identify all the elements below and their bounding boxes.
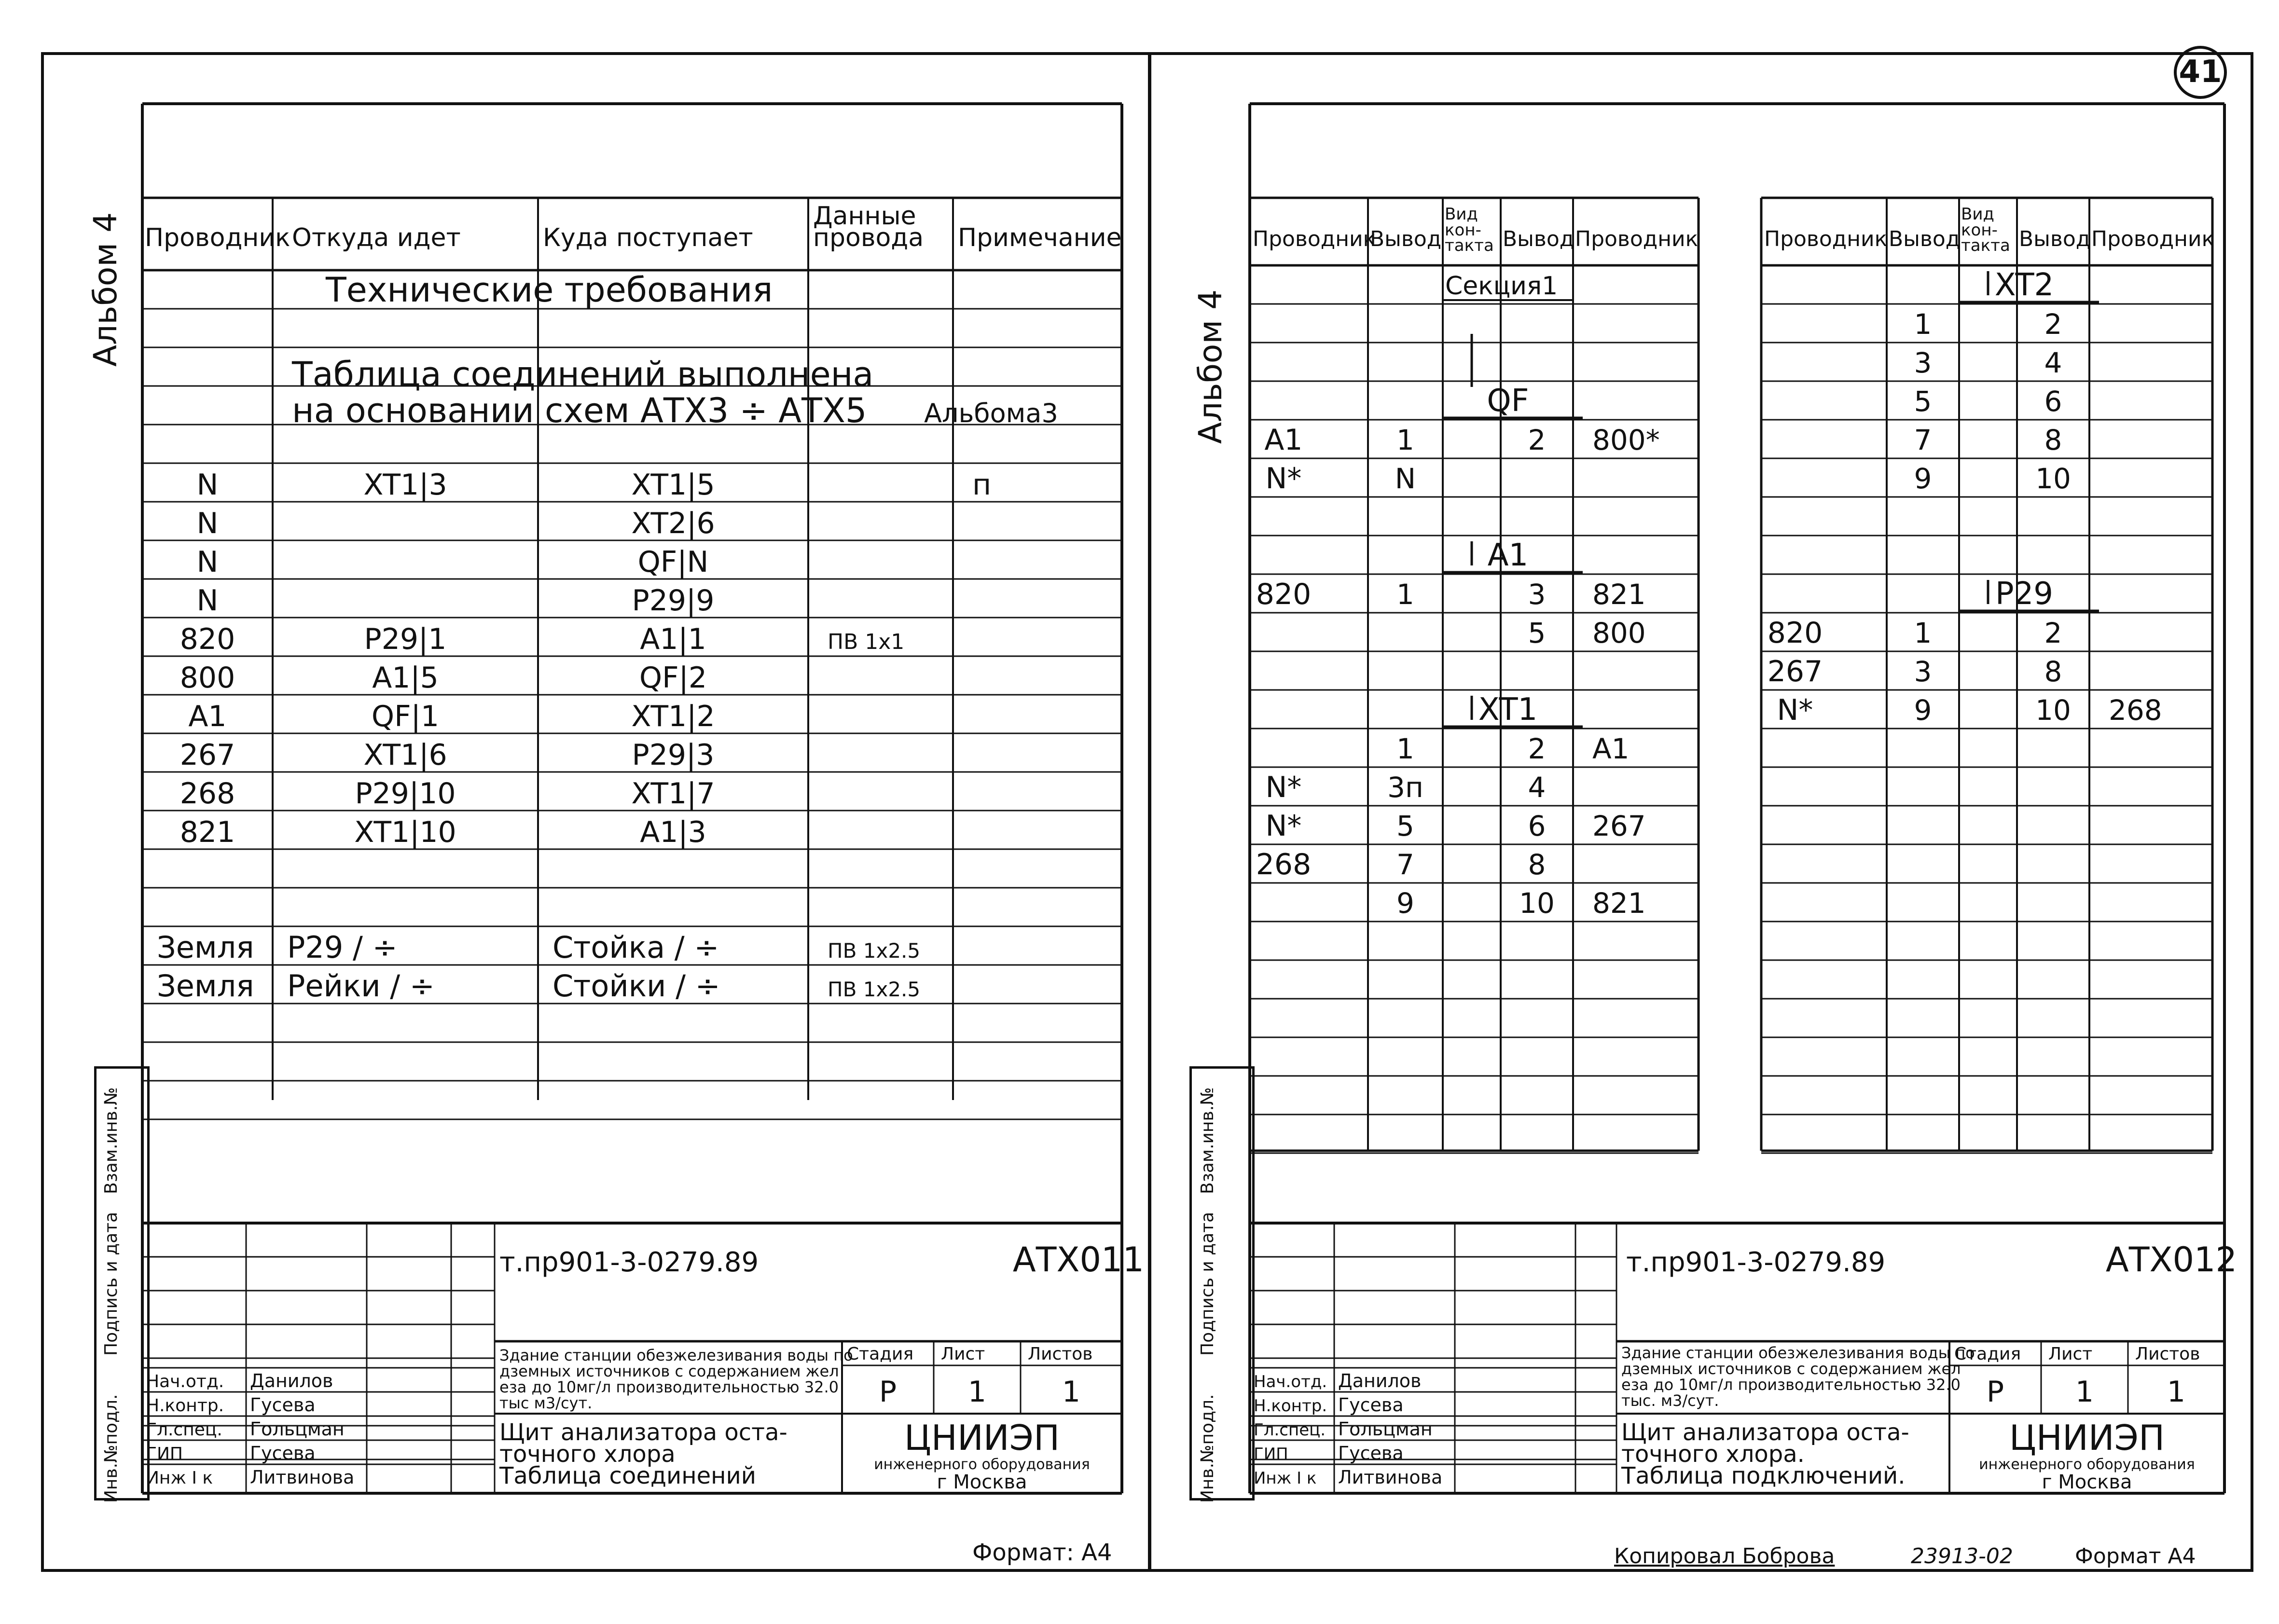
ground-conductor: Земля: [157, 968, 254, 1004]
requirements-title: Технические требования: [326, 270, 773, 310]
stamp-title-3: Таблица соединений: [499, 1462, 756, 1489]
stamp-sheet: 1: [967, 1375, 987, 1409]
stamp-sheet-label: Лист: [2048, 1344, 2093, 1364]
stamp-sheets-label: Листов: [2135, 1344, 2200, 1364]
stamp-stage-label: Стадия: [847, 1344, 914, 1364]
right-table-row-pin-2: 6: [2044, 385, 2062, 418]
right-table-header-conductor: Проводник: [1764, 227, 1888, 251]
right-side-strip: [1189, 1066, 1255, 1503]
row-from: QF|1: [371, 700, 440, 733]
left-table-row-conductor: 268: [1256, 848, 1312, 881]
header-wire-data-2: провода: [813, 223, 924, 252]
row-wire-data: ПВ 1x1: [828, 630, 905, 654]
right-table-header-contact-1: Вид: [1961, 205, 1994, 224]
row-to: XT1|2: [631, 700, 715, 733]
right-table-row-pin: 7: [1914, 424, 1932, 456]
stamp-role: Инж I к: [1254, 1469, 1317, 1488]
right-side-label-sign: Подпись и дата: [1198, 1211, 1217, 1356]
row-from: P29|10: [355, 777, 456, 811]
left-table-header-pin-2: Вывод: [1503, 227, 1575, 251]
row-conductor: N: [196, 545, 219, 579]
stamp-building-3: еза до 10мг/л производительностью 32.0: [499, 1378, 839, 1396]
stamp-role: Нач.отд.: [146, 1372, 224, 1391]
left-table-row-pin: 1: [1396, 578, 1414, 611]
right-drawing-area: [1250, 104, 2238, 1551]
left-table-row-pin-2: 5: [1528, 617, 1546, 649]
right-side-label-inv: Инв.№подл.: [1198, 1394, 1217, 1503]
row-from: XT1|3: [363, 468, 447, 502]
right-table-header-contact-2: кон-: [1961, 220, 1998, 240]
left-table-row-pin: 5: [1396, 810, 1414, 842]
left-table-row-conductor-2: 821: [1592, 578, 1646, 611]
row-from: XT1|10: [354, 815, 456, 849]
row-from: XT1|6: [363, 738, 447, 772]
right-table-row-pin: 3: [1914, 346, 1932, 379]
stamp-title-2: точного хлора: [499, 1441, 676, 1468]
row-to: P29|3: [632, 738, 715, 772]
row-to: XT2|6: [631, 507, 715, 540]
right-table-row-pin-2: 4: [2044, 346, 2062, 379]
left-table-row-pin-2: 3: [1528, 578, 1546, 611]
right-table-row-conductor: N*: [1777, 693, 1813, 727]
stamp-org-sub: инженерного оборудования: [1979, 1456, 2195, 1473]
left-table-group-title: A1: [1487, 537, 1529, 573]
left-table-row-pin: 1: [1396, 424, 1414, 456]
stamp-sheets-label: Листов: [1028, 1344, 1093, 1364]
right-table-header-contact-3: такта: [1961, 236, 2010, 255]
stamp-role: Инж I к: [146, 1468, 213, 1488]
stamp-stage-label: Стадия: [1954, 1344, 2021, 1364]
right-table-row-pin-2: 8: [2044, 424, 2062, 456]
left-table-group-title: QF: [1487, 383, 1529, 419]
right-table-group-title: P29: [1995, 576, 2054, 612]
left-side-label-inv: Инв.№подл.: [101, 1394, 121, 1503]
order-number: 23913-02: [1911, 1544, 2013, 1569]
row-to: P29|9: [632, 584, 715, 618]
stamp-person: Гусева: [1338, 1394, 1404, 1416]
left-format-label: Формат: А4: [972, 1539, 1112, 1566]
left-table-row-conductor: N*: [1265, 809, 1302, 843]
left-table-row-pin-2: 2: [1528, 732, 1546, 765]
right-format-label: Формат А4: [2075, 1544, 2196, 1569]
row-to: QF|2: [639, 661, 707, 695]
left-table-row-conductor-2: 267: [1592, 810, 1646, 842]
stamp-person: Гусева: [250, 1443, 316, 1464]
left-table-row-conductor-2: 800*: [1592, 424, 1660, 456]
stamp-title-1: Щит анализатора оста-: [499, 1419, 787, 1446]
stamp-org-city: г Москва: [2042, 1471, 2132, 1493]
stamp-designation: т.пр901-3-0279.89: [1626, 1247, 1886, 1278]
stamp-person: Гусева: [1338, 1443, 1404, 1464]
header-from: Откуда идет: [292, 223, 461, 252]
left-side-label-replace: Взам.инв.№: [101, 1087, 121, 1194]
right-table-row-pin-2: 2: [2044, 308, 2062, 341]
right-table-header-pin-2: Вывод: [2019, 227, 2091, 251]
left-table-row-conductor: N*: [1265, 771, 1302, 804]
stamp-person: Данилов: [250, 1370, 333, 1391]
ground-from: P29 / ÷: [287, 930, 398, 965]
stamp-title-1: Щит анализатора оста-: [1621, 1419, 1909, 1446]
row-to: XT1|5: [631, 468, 715, 502]
left-table-header-conductor: Проводник: [1253, 227, 1376, 251]
left-table-header-conductor-2: Проводник: [1575, 227, 1699, 251]
stamp-title-3: Таблица подключений.: [1621, 1462, 1906, 1489]
row-conductor: 821: [180, 815, 235, 849]
stamp-designation: т.пр901-3-0279.89: [499, 1247, 759, 1278]
right-table-row-pin: 1: [1914, 617, 1932, 649]
stamp-code: АТХ011: [1012, 1240, 1145, 1280]
left-table-group-title: XT1: [1478, 692, 1538, 728]
left-table-row-pin: N: [1395, 462, 1416, 495]
right-table-row-pin: 5: [1914, 385, 1932, 418]
row-from: P29|1: [364, 622, 447, 656]
stamp-person: Данилов: [1338, 1370, 1422, 1391]
left-table-header-pin: Вывод: [1370, 227, 1442, 251]
stamp-title-2: точного хлора.: [1621, 1441, 1805, 1468]
stamp-building-3: еза до 10мг/л производительностью 32.0: [1621, 1376, 1961, 1394]
stamp-org-name: ЦНИИЭП: [904, 1418, 1060, 1458]
row-from: A1|5: [372, 661, 439, 695]
stamp-building-4: тыс. м3/сут.: [1621, 1391, 1719, 1410]
stamp-sheets: 1: [1062, 1375, 1081, 1409]
left-album-label: Альбом 4: [87, 212, 124, 367]
left-drawing-area: [142, 104, 1145, 1551]
stamp-building-2: дземных источников с содержанием жел: [499, 1362, 839, 1380]
stamp-building-1: Здание станции обезжелезивания воды по: [1621, 1344, 1975, 1362]
row-conductor: 820: [180, 622, 235, 656]
ground-to: Стойка / ÷: [552, 930, 719, 965]
stamp-building-2: дземных источников с содержанием жел: [1621, 1360, 1961, 1378]
stamp-role: Гл.спец.: [1254, 1420, 1326, 1440]
header-note: Примечание: [958, 223, 1122, 252]
right-table-row-conductor: 267: [1767, 655, 1823, 688]
stamp-sheets: 1: [2167, 1375, 2186, 1409]
right-table-row-pin: 9: [1914, 694, 1932, 727]
row-conductor: 268: [180, 777, 235, 811]
copied-by: Копировал Боброва: [1614, 1544, 1835, 1569]
left-table-section-title: Секция1: [1445, 272, 1558, 301]
left-table-row-conductor: N*: [1265, 462, 1302, 495]
ground-wire-data: ПВ 1x2.5: [828, 977, 921, 1001]
left-table-row-pin: 1: [1396, 732, 1414, 765]
row-to: QF|N: [637, 545, 709, 579]
row-to: A1|1: [640, 622, 706, 656]
stamp-code: АТХ012: [2105, 1240, 2238, 1280]
left-table-row-pin: 9: [1396, 887, 1414, 920]
stamp-role: Гл.спец.: [146, 1420, 222, 1440]
left-table-row-pin-2: 4: [1528, 771, 1546, 804]
stamp-org-city: г Москва: [937, 1471, 1027, 1493]
stamp-person: Литвинова: [250, 1467, 355, 1488]
stamp-role: ГИП: [1254, 1445, 1288, 1464]
stamp-building-4: тыс м3/сут.: [499, 1394, 593, 1412]
right-connection-table: [1250, 104, 2238, 1551]
left-table-row-pin: 3п: [1387, 771, 1423, 804]
right-table-row-pin: 1: [1914, 308, 1932, 341]
sheet-number: 41: [2174, 46, 2227, 99]
left-table-row-pin: 7: [1396, 848, 1414, 881]
right-table-row-pin: 3: [1914, 655, 1932, 688]
right-table-row-conductor-2: 268: [2109, 694, 2162, 727]
right-table-row-pin-2: 2: [2044, 617, 2062, 649]
stamp-sheet-label: Лист: [941, 1344, 985, 1364]
stamp-stage: Р: [1986, 1375, 2004, 1409]
left-side-label-sign: Подпись и дата: [101, 1211, 121, 1356]
header-to: Куда поступает: [543, 223, 753, 252]
right-table-row-pin: 9: [1914, 462, 1932, 495]
stamp-org-sub: инженерного оборудования: [874, 1456, 1090, 1473]
left-side-strip: [94, 1066, 150, 1503]
stamp-stage: Р: [879, 1375, 897, 1409]
row-conductor: N: [196, 507, 219, 540]
right-table-header-conductor-2: Проводник: [2091, 227, 2215, 251]
right-table-row-pin-2: 10: [2035, 694, 2071, 727]
left-table-header-contact-1: Вид: [1445, 205, 1478, 224]
stamp-org-name: ЦНИИЭП: [2009, 1418, 2165, 1458]
row-to: XT1|7: [631, 777, 715, 811]
basis-album: Альбома3: [924, 398, 1058, 428]
left-table-row-conductor-2: 800: [1592, 617, 1646, 649]
left-table-header-contact-3: такта: [1445, 236, 1494, 255]
stamp-building-1: Здание станции обезжелезивания воды по: [499, 1346, 853, 1364]
stamp-role: ГИП: [146, 1444, 183, 1464]
left-table-row-pin-2: 10: [1519, 887, 1555, 920]
left-table-row-conductor: 820: [1256, 578, 1312, 611]
left-table-row-pin-2: 6: [1528, 810, 1546, 842]
right-table-row-pin-2: 8: [2044, 655, 2062, 688]
stamp-person: Гольцман: [1338, 1418, 1433, 1440]
row-conductor: A1: [188, 700, 227, 733]
stamp-person: Литвинова: [1338, 1467, 1443, 1488]
left-table-row-pin-2: 2: [1528, 424, 1546, 456]
basis-line1: Таблица соединений выполнена: [292, 355, 874, 394]
row-to: A1|3: [640, 815, 706, 849]
ground-wire-data: ПВ 1x2.5: [828, 939, 921, 963]
row-conductor: 267: [180, 738, 235, 772]
row-conductor: 800: [180, 661, 235, 695]
left-table-row-pin-2: 8: [1528, 848, 1546, 881]
header-wire-data: Данные: [813, 202, 916, 231]
row-note: п: [972, 468, 992, 502]
right-table-row-pin-2: 10: [2035, 462, 2071, 495]
left-table-header-contact-2: кон-: [1445, 220, 1481, 240]
stamp-role: Н.контр.: [146, 1396, 224, 1416]
left-connection-table: [142, 104, 1145, 1551]
stamp-role: Н.контр.: [1254, 1396, 1327, 1416]
stamp-sheet: 1: [2075, 1375, 2094, 1409]
right-table-row-conductor: 820: [1767, 616, 1823, 650]
row-conductor: N: [196, 468, 219, 502]
right-table-header-pin: Вывод: [1889, 227, 1961, 251]
ground-conductor: Земля: [157, 930, 254, 965]
stamp-person: Гольцман: [250, 1418, 345, 1440]
row-conductor: N: [196, 584, 219, 618]
header-conductor: Проводник: [145, 223, 290, 252]
stamp-person: Гусева: [250, 1394, 316, 1416]
right-album-label: Альбом 4: [1192, 289, 1229, 444]
ground-from: Рейки / ÷: [287, 968, 435, 1004]
basis-line2: на основании схем АТХ3 ÷ АТХ5: [292, 391, 867, 430]
stamp-role: Нач.отд.: [1254, 1372, 1327, 1391]
ground-to: Стойки / ÷: [552, 968, 720, 1004]
right-table-group-title: XT2: [1994, 267, 2054, 303]
left-table-row-conductor-2: 821: [1592, 887, 1646, 920]
right-side-label-replace: Взам.инв.№: [1198, 1087, 1217, 1194]
left-table-row-conductor: A1: [1264, 423, 1303, 457]
left-table-row-conductor-2: A1: [1592, 732, 1630, 765]
